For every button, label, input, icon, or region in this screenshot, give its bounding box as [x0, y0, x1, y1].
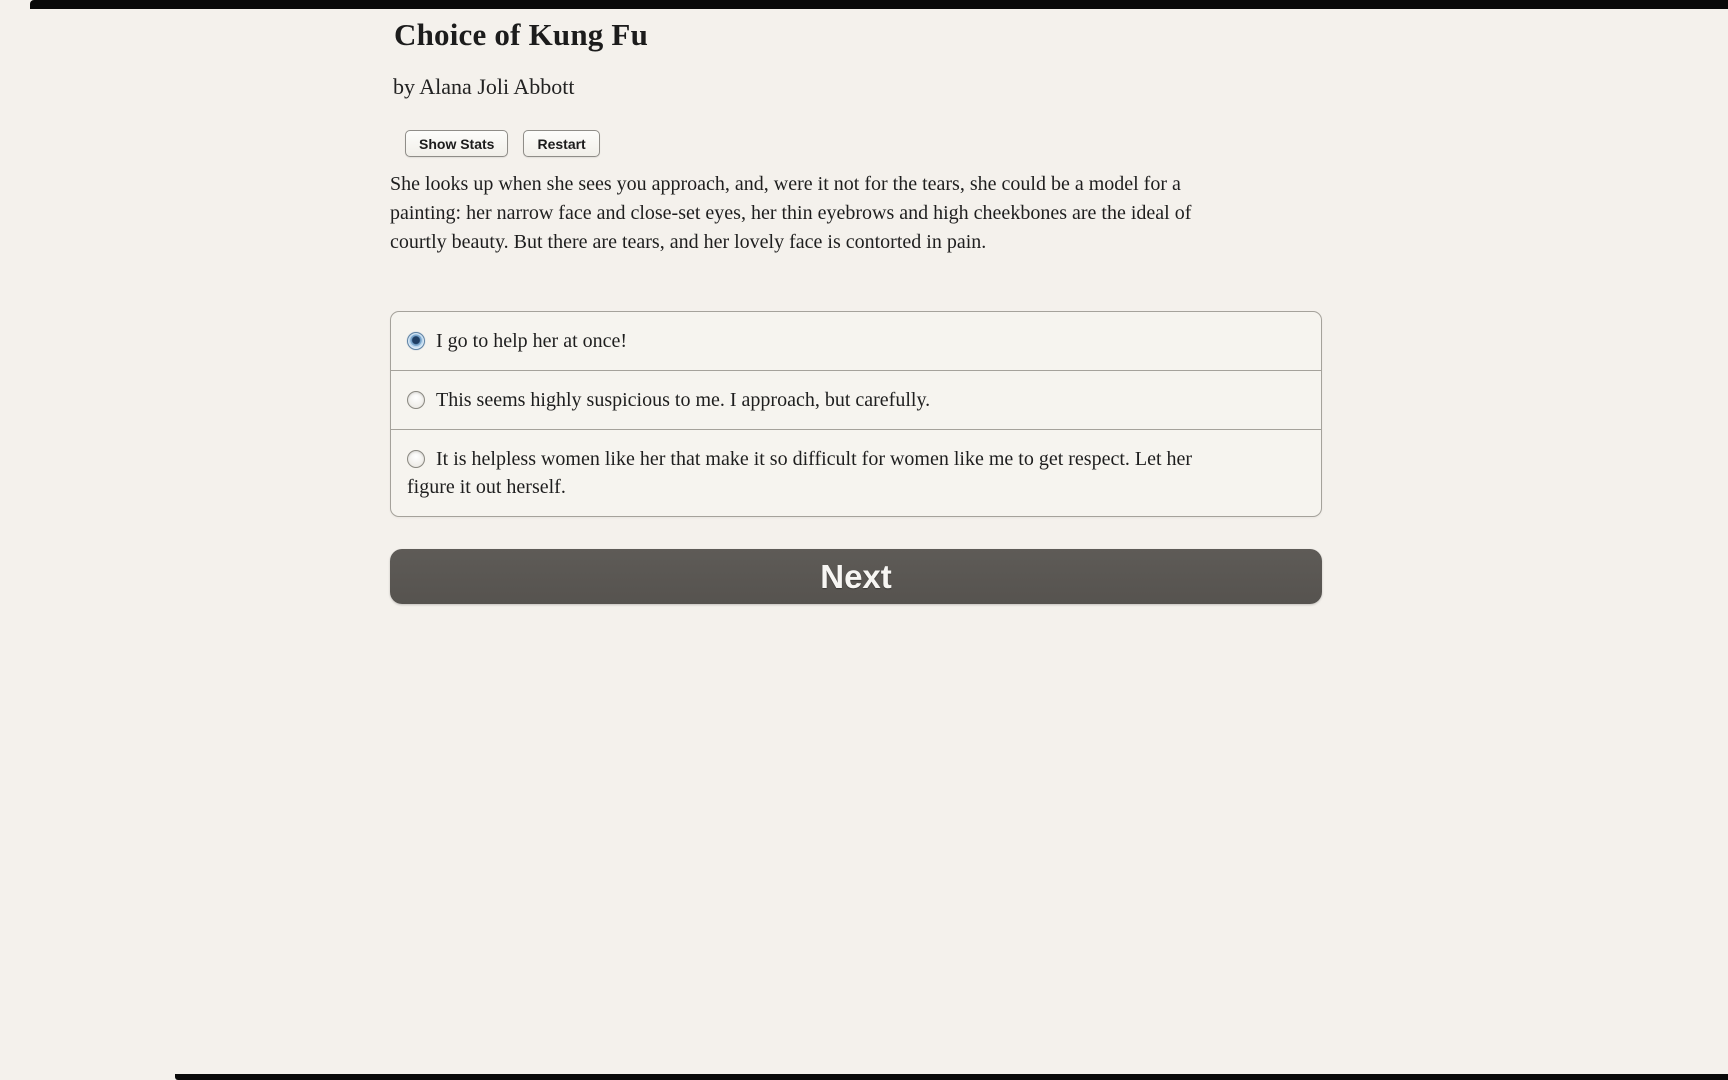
choice-option-label: This seems highly suspicious to me. I approach, but carefully.: [436, 389, 931, 411]
author-byline: by Alana Joli Abbott: [393, 74, 575, 99]
choice-option-3[interactable]: [391, 429, 1321, 516]
story-page: [390, 0, 1322, 604]
choice-list: [390, 311, 1322, 517]
restart-button[interactable]: Restart: [523, 130, 599, 157]
show-stats-button[interactable]: Show Stats: [405, 130, 508, 157]
radio-button-icon[interactable]: [407, 450, 425, 468]
choice-option-label: It is helpless women like her that make it so difficult for women like me to get respect. Let her figure it out herself.: [407, 448, 1193, 498]
choice-option-2[interactable]: [391, 370, 1321, 429]
story-paragraph: She looks up when she sees you approach, and, were it not for the tears, she could be a model for a painting: her narrow face and close-set eyes, her thin eyebrows and high cheekbones are the ideal of courtly beauty. But there are tears, and her lovely face is contorted in pain.: [390, 173, 1192, 253]
choice-option-label: I go to help her at once!: [436, 330, 628, 352]
next-button[interactable]: Next: [390, 549, 1322, 604]
choice-option-1[interactable]: [391, 312, 1321, 370]
page-title: Choice of Kung Fu: [394, 17, 649, 52]
radio-button-icon[interactable]: [407, 332, 425, 350]
radio-button-icon[interactable]: [407, 391, 425, 409]
toolbar: [405, 130, 1322, 157]
letterbox-strip-bottom: [175, 1074, 1728, 1080]
